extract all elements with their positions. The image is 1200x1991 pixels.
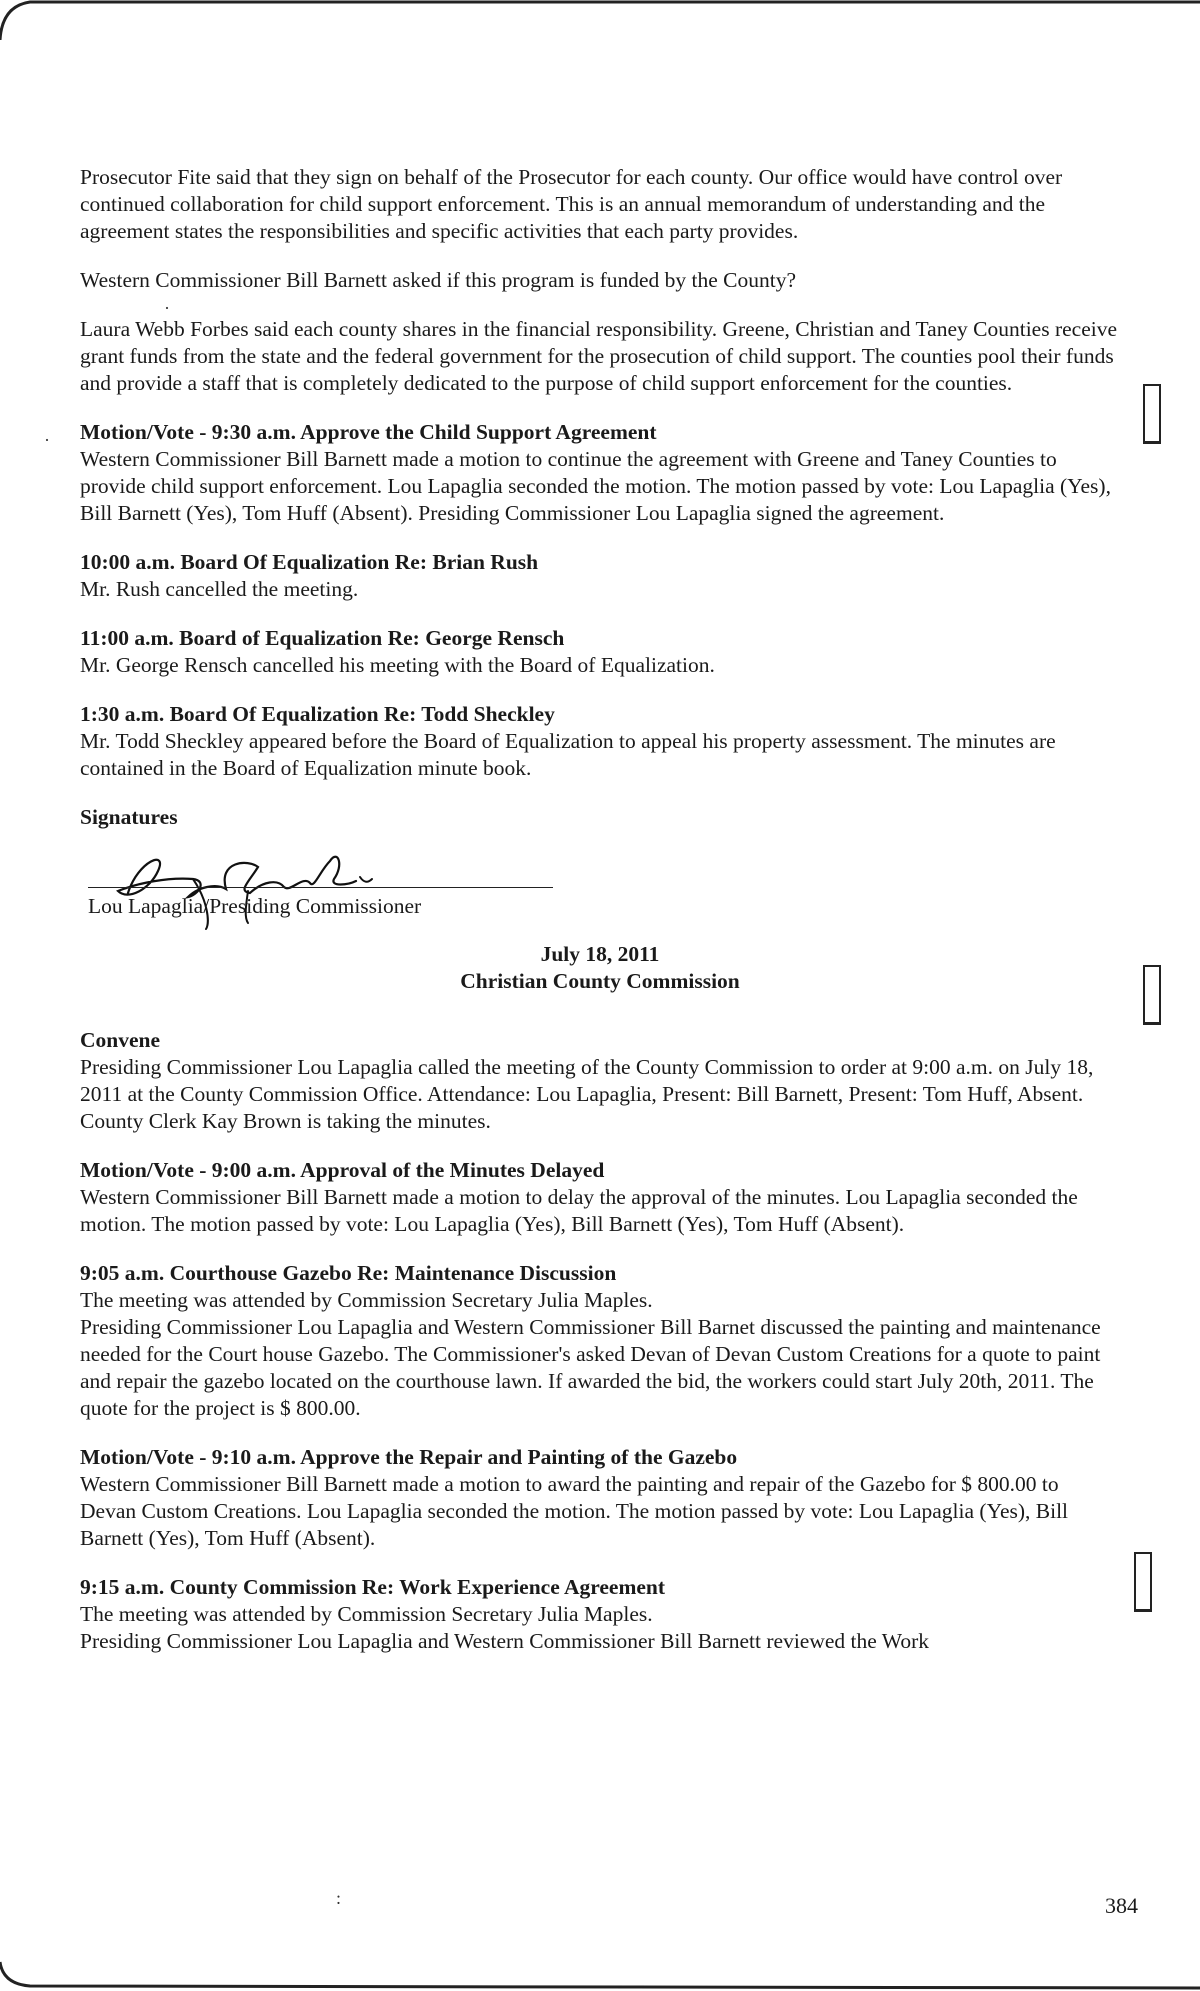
section-work-experience — [80, 1574, 1120, 1655]
section-body-continued: Presiding Commissioner Lou Lapaglia and Western Commissioner Bill Barnett reviewed the Work — [80, 1629, 930, 1653]
section-heading: 1:30 a.m. Board Of Equalization Re: Todd Sheckley — [80, 702, 555, 726]
section-body: Western Commissioner Bill Barnett made a motion to continue the agreement with Greene and Taney Counties to provide child support enforcement. Lou Lapaglia seconded the motion. The motion passed by vote: Lou Lapaglia (Yes), Bill Barnett (Yes), Tom Huff (Absent). Presiding Commissioner Lou Lapaglia signed the agreement. — [80, 447, 1111, 525]
signatures-heading: Signatures — [80, 805, 178, 829]
section-body: Mr. Todd Sheckley appeared before the Board of Equalization to appeal his property assessment. The minutes are contained in the Board of Equalization minute book. — [80, 729, 1056, 780]
paragraph-laura-webb-forbes: Laura Webb Forbes said each county shares in the financial responsibility. Greene, Christian and Taney Counties receive grant funds from the state and the federal government for the prosecution of child support. The counties pool their funds and provide a staff that is completely dedicated to the purpose of child support enforcement for the counties. — [80, 317, 1118, 395]
section-heading: 11:00 a.m. Board of Equalization Re: George Rensch — [80, 626, 565, 650]
section-heading: Motion/Vote - 9:10 a.m. Approve the Repair and Painting of the Gazebo — [80, 1445, 738, 1469]
section-gazebo-discussion — [80, 1260, 1120, 1422]
section-convene — [80, 1027, 1120, 1135]
document-body — [80, 164, 1120, 1677]
section-body: The meeting was attended by Commission Secretary Julia Maples. — [80, 1288, 653, 1312]
scan-speck: · — [44, 430, 50, 450]
section-child-support-motion — [80, 419, 1120, 527]
meeting-title-block — [80, 941, 1120, 995]
meeting-title: Christian County Commission — [460, 969, 740, 993]
section-heading: 9:05 a.m. Courthouse Gazebo Re: Maintenance Discussion — [80, 1261, 617, 1285]
scan-speck: : — [336, 1888, 342, 1908]
scan-border-bottom — [0, 1960, 1200, 1991]
section-body-continued: Presiding Commissioner Lou Lapaglia and Western Commissioner Bill Barnet discussed the painting and maintenance needed for the Court house Gazebo. The Commissioner's asked Devan of Devan Custom Creations for a quote to paint and repair the gazebo located on the courthouse lawn. If awarded the bid, the workers could start July 20th, 2011. The quote for the project is $ 800.00. — [80, 1315, 1101, 1420]
section-heading: Convene — [80, 1028, 161, 1052]
binder-tab-marker — [1143, 384, 1161, 444]
signature-block — [80, 831, 1120, 921]
section-george-rensch — [80, 625, 1120, 679]
scan-speck: · — [164, 298, 170, 318]
section-heading: Motion/Vote - 9:00 a.m. Approval of the Minutes Delayed — [80, 1158, 605, 1182]
section-body: Mr. George Rensch cancelled his meeting with the Board of Equalization. — [80, 653, 715, 677]
signature-line — [88, 887, 553, 888]
paragraph-prosecutor-fite: Prosecutor Fite said that they sign on behalf of the Prosecutor for each county. Our office would have control over continued collaboration for child support enforcement. This is an annual memorandum of understanding and the agreement states the responsibilities and specific activities that each party provides. — [80, 165, 1063, 243]
paragraph-barnett-question: Western Commissioner Bill Barnett asked if this program is funded by the County? — [80, 268, 797, 292]
section-minutes-delayed — [80, 1157, 1120, 1238]
binder-tab-marker — [1143, 965, 1161, 1025]
section-body: Presiding Commissioner Lou Lapaglia called the meeting of the County Commission to order at 9:00 a.m. on July 18, 2011 at the County Commission Office. Attendance: Lou Lapaglia, Present: Bill Barnett, Present: Tom Huff, Absent. County Clerk Kay Brown is taking the minutes. — [80, 1055, 1094, 1133]
scan-border-top — [0, 0, 1200, 40]
signer-caption: Lou Lapaglia/Presiding Commissioner — [88, 894, 422, 918]
section-gazebo-motion — [80, 1444, 1120, 1552]
page-number: 384 — [1105, 1893, 1138, 1918]
section-todd-sheckley — [80, 701, 1120, 782]
section-body: Mr. Rush cancelled the meeting. — [80, 577, 359, 601]
section-body: Western Commissioner Bill Barnett made a motion to delay the approval of the minutes. Lou Lapaglia seconded the motion. The motion passed by vote: Lou Lapaglia (Yes), Bill Barnett (Yes), Tom Huff (Absent). — [80, 1185, 1078, 1236]
section-brian-rush — [80, 549, 1120, 603]
section-heading: Motion/Vote - 9:30 a.m. Approve the Child Support Agreement — [80, 420, 657, 444]
binder-tab-marker — [1134, 1552, 1152, 1612]
section-body: The meeting was attended by Commission Secretary Julia Maples. — [80, 1602, 653, 1626]
section-body: Western Commissioner Bill Barnett made a motion to award the painting and repair of the Gazebo for $ 800.00 to Devan Custom Creations. Lou Lapaglia seconded the motion. The motion passed by vote: Lou Lapaglia (Yes), Bill Barnett (Yes), Tom Huff (Absent). — [80, 1472, 1069, 1550]
section-heading: 9:15 a.m. County Commission Re: Work Experience Agreement — [80, 1575, 666, 1599]
meeting-date: July 18, 2011 — [540, 942, 660, 966]
section-heading: 10:00 a.m. Board Of Equalization Re: Brian Rush — [80, 550, 539, 574]
